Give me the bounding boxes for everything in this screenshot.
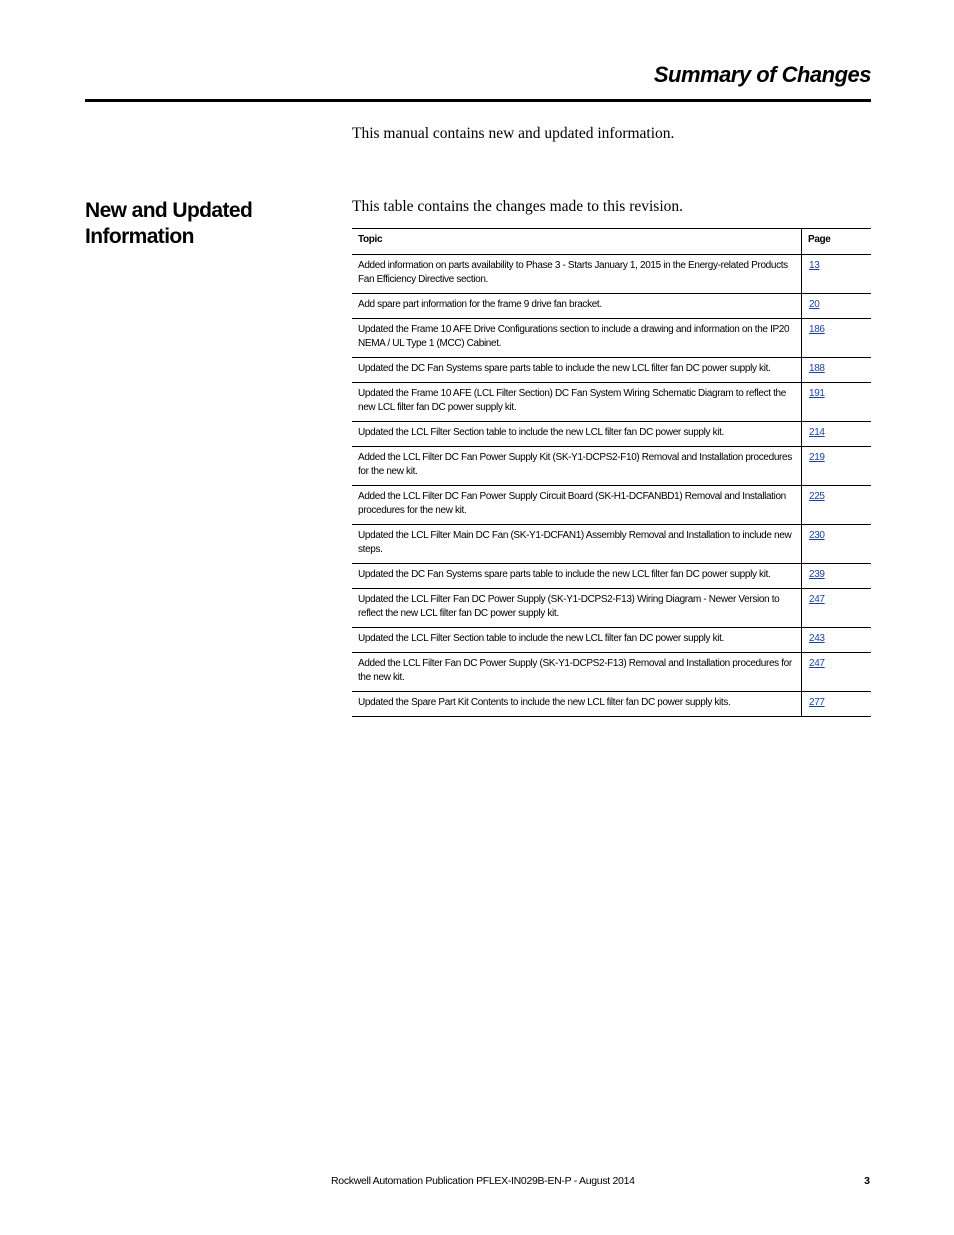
topic-cell: Updated the Frame 10 AFE (LCL Filter Section) DC Fan System Wiring Schematic Diagram to reflect the new LCL filter fan DC power supply kit. [352, 383, 802, 422]
page-cell [802, 628, 872, 653]
page-link[interactable]: 230 [809, 530, 825, 541]
page-cell [802, 589, 872, 628]
topic-cell: Updated the Frame 10 AFE Drive Configurations section to include a drawing and information on the IP20 NEMA / UL Type 1 (MCC) Cabinet. [352, 319, 802, 358]
table-intro-paragraph: This table contains the changes made to this revision. [352, 198, 684, 215]
page-link[interactable]: 247 [809, 594, 825, 605]
column-header-page: Page [802, 229, 872, 255]
page-cell [802, 564, 872, 589]
table-row [352, 692, 871, 717]
topic-cell: Added the LCL Filter Fan DC Power Supply (SK-Y1-DCPS2-F13) Removal and Installation procedures for the new kit. [352, 653, 802, 692]
page-link[interactable]: 20 [809, 299, 820, 310]
topic-cell: Updated the LCL Filter Section table to include the new LCL filter fan DC power supply kit. [352, 422, 802, 447]
table-row [352, 564, 871, 589]
page-cell [802, 447, 872, 486]
page-link[interactable]: 239 [809, 569, 825, 580]
table-row [352, 383, 871, 422]
topic-cell: Updated the Spare Part Kit Contents to include the new LCL filter fan DC power supply kits. [352, 692, 802, 717]
intro-paragraph: This manual contains new and updated information. [352, 125, 675, 142]
footer-page-number: 3 [864, 1175, 870, 1187]
page-cell [802, 422, 872, 447]
footer-publication: Rockwell Automation Publication PFLEX-IN029B-EN-P - August 2014 [331, 1175, 635, 1187]
page-link[interactable]: 191 [809, 388, 825, 399]
header-rule [85, 99, 871, 102]
page-link[interactable]: 214 [809, 427, 825, 438]
topic-cell: Added information on parts availability to Phase 3 - Starts January 1, 2015 in the Energy-related Products Fan Efficiency Directive section. [352, 255, 802, 294]
page-cell [802, 653, 872, 692]
page-cell [802, 383, 872, 422]
table-row [352, 628, 871, 653]
page-link[interactable]: 243 [809, 633, 825, 644]
page-link[interactable]: 277 [809, 697, 825, 708]
topic-cell: Updated the LCL Filter Main DC Fan (SK-Y1-DCFAN1) Assembly Removal and Installation to include new steps. [352, 525, 802, 564]
page-link[interactable]: 219 [809, 452, 825, 463]
topic-cell: Updated the DC Fan Systems spare parts table to include the new LCL filter fan DC power supply kit. [352, 358, 802, 383]
page-title: Summary of Changes [653, 62, 871, 87]
section-heading: New and Updated Information [85, 199, 253, 248]
table-row [352, 653, 871, 692]
changes-table [352, 228, 871, 717]
page-link[interactable]: 13 [809, 260, 820, 271]
table-row [352, 319, 871, 358]
page-cell [802, 525, 872, 564]
table-row [352, 255, 871, 294]
page-cell [802, 358, 872, 383]
page-cell [802, 486, 872, 525]
topic-cell: Added the LCL Filter DC Fan Power Supply Circuit Board (SK-H1-DCFANBD1) Removal and Installation procedures for the new kit. [352, 486, 802, 525]
table-row [352, 358, 871, 383]
table-row [352, 422, 871, 447]
topic-cell: Add spare part information for the frame 9 drive fan bracket. [352, 294, 802, 319]
topic-cell: Added the LCL Filter DC Fan Power Supply Kit (SK-Y1-DCPS2-F10) Removal and Installation procedures for the new kit. [352, 447, 802, 486]
topic-cell: Updated the LCL Filter Section table to include the new LCL filter fan DC power supply kit. [352, 628, 802, 653]
table-row [352, 525, 871, 564]
table-row [352, 486, 871, 525]
topic-cell: Updated the LCL Filter Fan DC Power Supply (SK-Y1-DCPS2-F13) Wiring Diagram - Newer Version to reflect the new LCL filter fan DC power supply kit. [352, 589, 802, 628]
topic-cell: Updated the DC Fan Systems spare parts table to include the new LCL filter fan DC power supply kit. [352, 564, 802, 589]
page-link[interactable]: 225 [809, 491, 825, 502]
table-row [352, 589, 871, 628]
page-link[interactable]: 188 [809, 363, 825, 374]
page-link[interactable]: 186 [809, 324, 825, 335]
page-link[interactable]: 247 [809, 658, 825, 669]
page-cell [802, 255, 872, 294]
table-row [352, 447, 871, 486]
table-header-row [352, 229, 871, 255]
column-header-topic: Topic [352, 229, 802, 255]
table-row [352, 294, 871, 319]
page-cell [802, 294, 872, 319]
page-cell [802, 319, 872, 358]
page-cell [802, 692, 872, 717]
